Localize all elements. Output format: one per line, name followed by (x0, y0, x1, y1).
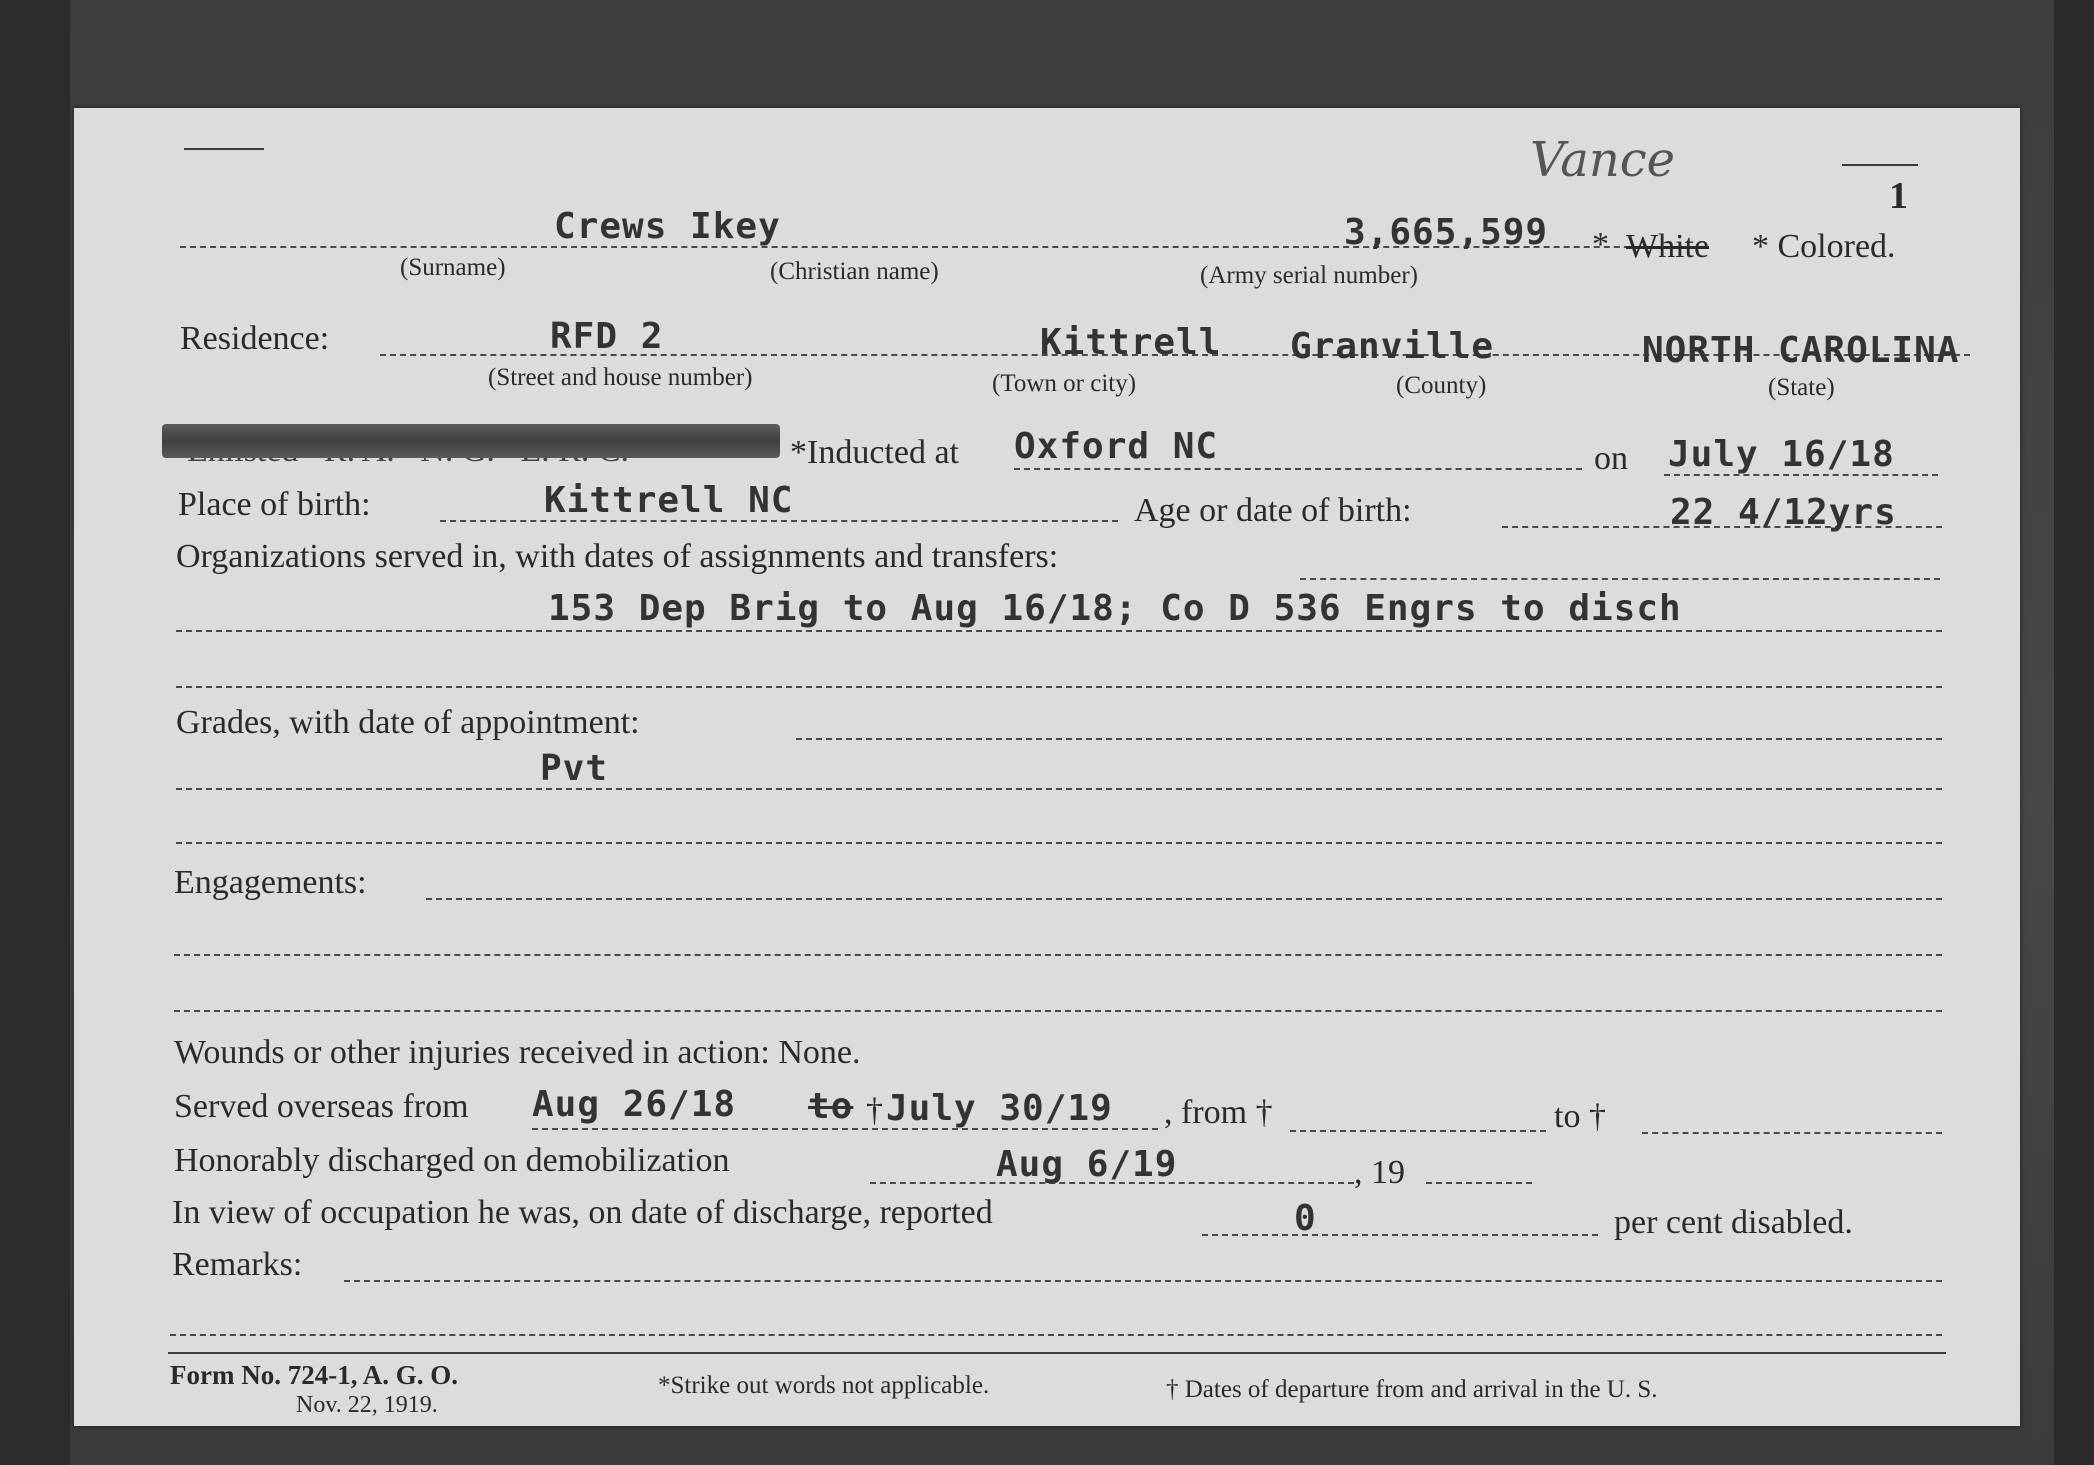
serial-marker: * (1592, 226, 1609, 263)
inducted-date-line (1664, 474, 1938, 476)
grades-label: Grades, with date of appointment: (176, 704, 640, 741)
scan-edge-left (0, 0, 70, 1465)
remarks-label: Remarks: (172, 1246, 303, 1283)
christian-name-caption: (Christian name) (770, 258, 939, 285)
discharge-label: Honorably discharged on demobilization (174, 1142, 730, 1179)
disability-value: 0 (1294, 1198, 1317, 1239)
residence-street: RFD 2 (550, 316, 664, 357)
town-caption: (Town or city) (992, 370, 1137, 397)
residence-town: Kittrell (1040, 322, 1222, 363)
grades-line-1 (796, 738, 1942, 740)
organizations-line-2 (176, 630, 1942, 632)
place-of-birth: Kittrell NC (544, 480, 794, 521)
county-caption: (County) (1396, 372, 1487, 399)
overseas-from-date: Aug 26/18 (532, 1084, 737, 1125)
colored-label: * Colored. (1752, 228, 1896, 265)
grades-line-2 (176, 788, 1942, 790)
form-date: Nov. 22, 1919. (296, 1392, 438, 1418)
discharge-year-prefix: , 19 (1354, 1154, 1405, 1191)
top-mark (184, 148, 264, 150)
discharge-year-line (1426, 1182, 1532, 1184)
street-caption: (Street and house number) (488, 364, 753, 391)
age-label: Age or date of birth: (1134, 492, 1412, 529)
engagements-line-1 (426, 898, 1942, 900)
wounds-label: Wounds or other injuries received in action: None. (174, 1034, 861, 1071)
residence-state: NORTH CAROLINA (1642, 330, 1960, 371)
discharge-date: Aug 6/19 (996, 1144, 1178, 1185)
residence-county: Granville (1290, 326, 1495, 367)
second-to-label: to † (1554, 1098, 1606, 1135)
organizations-line-1 (1300, 578, 1940, 580)
state-caption: (State) (1768, 374, 1835, 401)
strike-out-bar (162, 424, 780, 458)
grades-line-3 (176, 842, 1942, 844)
card-number-rule (1842, 164, 1918, 166)
inducted-label: *Inducted at (790, 434, 959, 471)
age-value: 22 4/12yrs (1670, 492, 1897, 533)
form-number: Form No. 724-1, A. G. O. (170, 1360, 458, 1390)
inducted-date: July 16/18 (1668, 434, 1895, 475)
disability-line (1202, 1234, 1598, 1236)
second-to-line (1642, 1132, 1942, 1134)
service-record-card (74, 108, 2020, 1426)
strike-out-note: *Strike out words not applicable. (658, 1372, 990, 1399)
inducted-place-line (1014, 468, 1582, 470)
surname-caption: (Surname) (400, 254, 506, 281)
place-of-birth-label: Place of birth: (178, 486, 371, 523)
soldier-name: Crews Ikey (554, 206, 781, 247)
engagements-line-2 (174, 954, 1942, 956)
inducted-place: Oxford NC (1014, 426, 1219, 467)
served-overseas-label: Served overseas from (174, 1088, 469, 1125)
overseas-to-label: to (808, 1086, 854, 1127)
overseas-line (532, 1128, 1158, 1130)
second-from-label: , from † (1164, 1094, 1273, 1131)
county-handwritten-note: Vance (1530, 132, 1676, 188)
second-from-line (1290, 1130, 1546, 1132)
serial-caption: (Army serial number) (1200, 262, 1418, 289)
disability-label: In view of occupation he was, on date of discharge, reported (172, 1194, 993, 1231)
inducted-on-label: on (1594, 440, 1628, 477)
remarks-line-2 (170, 1334, 1942, 1336)
organizations-line-3 (176, 686, 1942, 688)
scan-edge-right (2054, 0, 2094, 1465)
white-label: White (1626, 228, 1710, 265)
grade-value: Pvt (540, 748, 609, 789)
engagements-label: Engagements: (174, 864, 367, 901)
engagements-line-3 (174, 1010, 1942, 1012)
card-number: 1 (1889, 175, 1908, 217)
dates-note: † Dates of departure from and arrival in the U. S. (1166, 1376, 1658, 1403)
remarks-line-1 (344, 1280, 1942, 1282)
disability-suffix: per cent disabled. (1614, 1204, 1853, 1241)
organizations-label: Organizations served in, with dates of assignments and transfers: (176, 538, 1059, 575)
organizations-value: 153 Dep Brig to Aug 16/18; Co D 536 Engrs to disch (548, 588, 1682, 629)
footer-rule (168, 1352, 1946, 1354)
residence-label: Residence: (180, 320, 330, 357)
overseas-to-date: July 30/19 (886, 1088, 1113, 1129)
dagger-mark: † (866, 1092, 883, 1129)
army-serial-number: 3,665,599 (1344, 212, 1549, 253)
